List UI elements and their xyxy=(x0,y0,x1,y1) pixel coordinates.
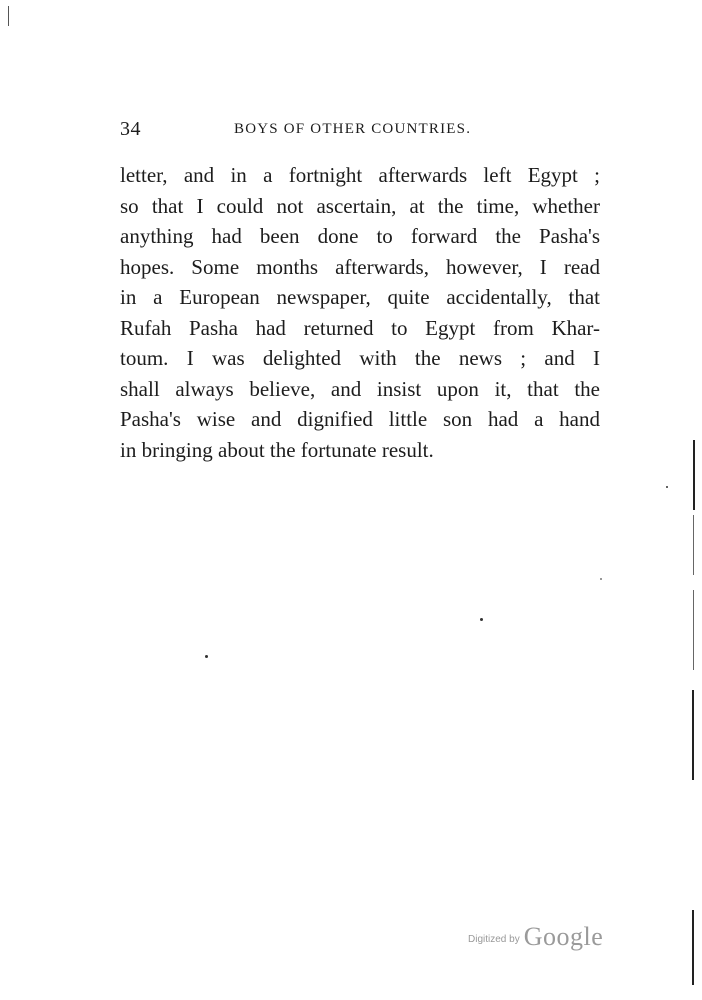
scan-edge-mark xyxy=(8,6,9,26)
digitized-watermark xyxy=(468,922,603,952)
text-line: shall always believe, and insist upon it, that the xyxy=(120,376,600,401)
text-line: toum. I was delighted with the news ; and I xyxy=(120,346,600,370)
text-line: Rufah Pasha had returned to Egypt from Khar- xyxy=(120,315,600,340)
text-line: Pasha's wise and dignified little son had a hand xyxy=(120,407,600,431)
scan-speck xyxy=(600,578,602,580)
scan-speck xyxy=(666,486,668,488)
scan-speck xyxy=(205,655,208,658)
scan-edge-mark xyxy=(693,590,694,670)
google-logo: Google xyxy=(523,922,604,951)
running-head xyxy=(120,118,600,142)
scan-edge-mark xyxy=(693,515,694,575)
running-head-title: BOYS OF OTHER COUNTRIES. xyxy=(234,121,472,137)
watermark-prefix: Digitized by xyxy=(468,934,520,945)
page-number: 34 xyxy=(120,118,141,140)
text-line: in a European newspaper, quite accidentally, that xyxy=(120,285,600,309)
body-paragraph xyxy=(120,160,600,465)
text-line: in bringing about the fortunate result. xyxy=(120,437,434,462)
text-line: hopes. Some months afterwards, however, I read xyxy=(120,254,600,279)
text-line: anything had been done to forward the Pasha's xyxy=(120,224,600,248)
scan-edge-mark xyxy=(692,910,694,985)
scan-edge-mark xyxy=(693,440,695,510)
scan-speck xyxy=(480,618,483,621)
text-line: letter, and in a fortnight afterwards left Egypt ; xyxy=(120,163,600,187)
text-line: so that I could not ascertain, at the time, whether xyxy=(120,193,600,218)
scan-edge-mark xyxy=(692,690,694,780)
